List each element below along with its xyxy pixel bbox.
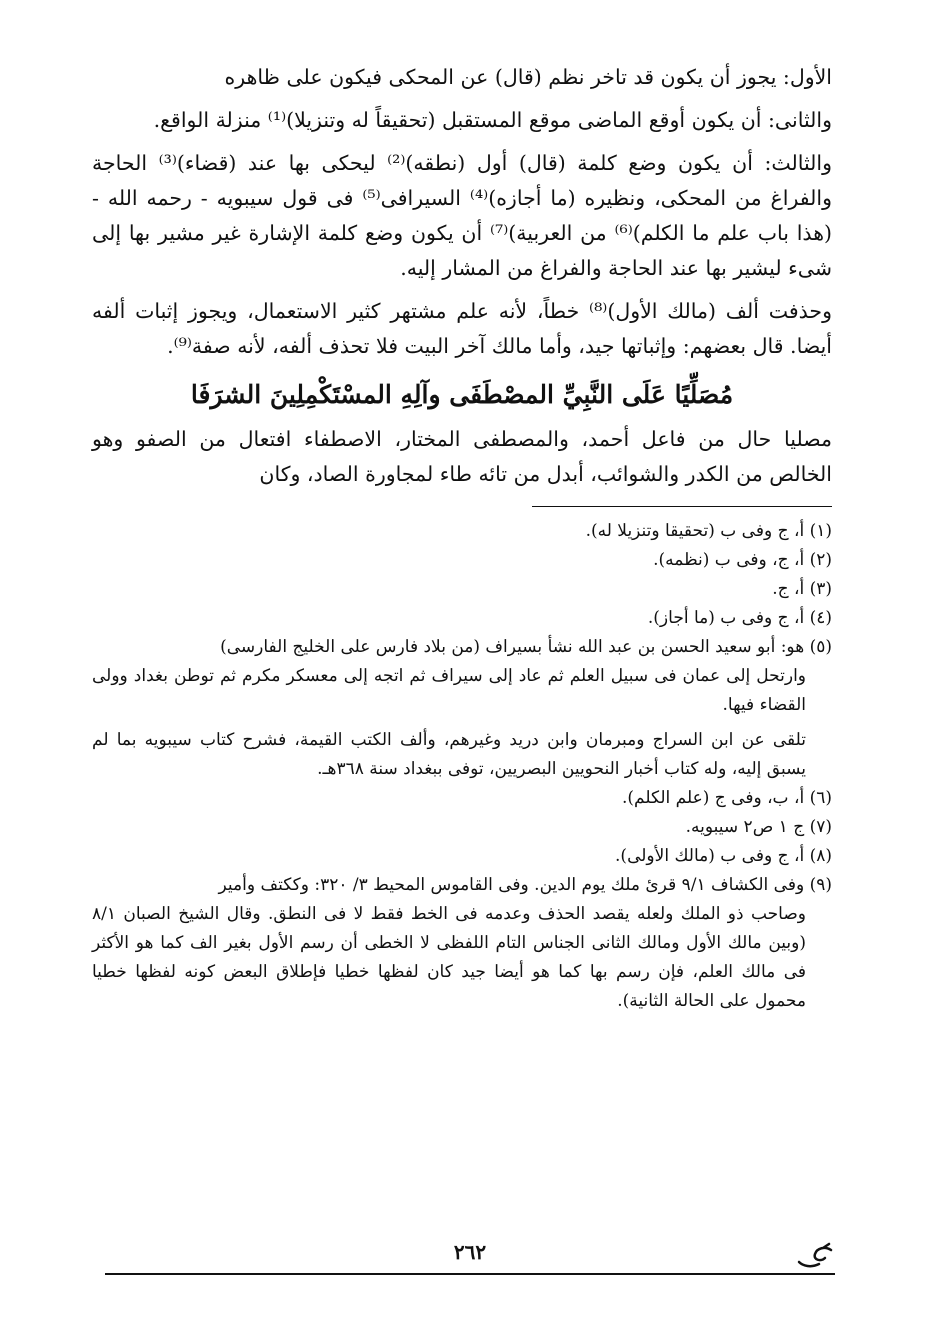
paragraph-first: الأول: يجوز أن يكون قد تاخر نظم (قال) عن المحكى فيكون على ظاهره [224, 65, 832, 89]
footnote-divider [532, 506, 832, 507]
page-body [92, 60, 832, 1016]
paragraph-fourth: وحذفت ألف (مالك الأول)⁽⁸⁾ خطاً، لأنه علم مشتهر كثير الاستعمال، ويجوز إثبات ألفه أيضا. قال بعضهم: وإثباتها جيد، وأما مالك آخر البيت فلا تحذف ألفه، لأنه صفة⁽⁹⁾. [92, 299, 832, 358]
paragraph-second: والثانى: أن يكون أوقع الماضى موقع المستقبل (تحقيقاً له وتنزيلا)⁽¹⁾ منزلة الواقع. [153, 108, 832, 132]
footnote-2: (٢) أ، ج، وفى ب (نظمه). [653, 550, 832, 570]
footnote-5: (٥) هو: أبو سعيد الحسن بن عبد الله نشأ بسيراف (من بلاد فارس على الخليج الفارسى) [220, 637, 832, 657]
footnote-5-second-paragraph: تلقى عن ابن السراج ومبرمان وابن دريد وغيرهم، وألف الكتب القيمة، فشرح كتاب سيبويه بما لم يسبق إليه، وله كتاب أخبار النحويين البصريين، توفى ببغداد سنة ٣٦٨هـ. [92, 730, 806, 779]
catchword-mark-icon [795, 1242, 835, 1272]
footnote-5-continued: وارتحل إلى عمان فى سبيل العلم ثم عاد إلى سيراف ثم اتجه إلى معسكر مكرم ثم توطن بغداد وولى القضاء فيها. [92, 666, 806, 715]
footnote-9: (٩) وفى الكشاف ٩/١ قرئ ملك يوم الدين. وفى القاموس المحيط ٣/ ٣٢٠: وككتف وأمير [218, 875, 832, 895]
footnote-6: (٦) أ، ب، وفى ج (علم الكلم). [621, 788, 832, 808]
footnotes [92, 517, 832, 1016]
paragraph-third: والثالث: أن يكون وضع كلمة (قال) أول (نطقه)⁽²⁾ ليحكى بها عند (قضاء)⁽³⁾ الحاجة والفراغ من المحكى، ونظيره (ما أجازه)⁽⁴⁾ السيرافى⁽⁵⁾ فى قول سيبويه - رحمه الله - (هذا باب علم ما الكلم)⁽⁶⁾ من العربية)⁽⁷⁾ أن يكون وضع كلمة الإشارة غير مشير بها إلى شىء ليشير بها عند الحاجة والفراغ من المشار إليه. [92, 151, 833, 280]
paragraph-fifth: مصليا حال من فاعل أحمد، والمصطفى المختار، الاصطفاء افتعال من الصفو وهو الخالص من الكدر والشوائب، أبدل من تائه طاء لمجاورة الصاد، وكان [92, 427, 832, 486]
page-number: ٢٦٢ [453, 1240, 487, 1264]
verse-line: مُصَلِّيًا عَلَى النَّبِيِّ المصْطَفَى وآلِهِ المسْتَكْمِلِينَ الشرَفَا [190, 380, 734, 409]
bottom-rule [105, 1273, 835, 1275]
footnote-8: (٨) أ، ج وفى ب (مالك الأولى). [615, 846, 832, 866]
footnote-3: (٣) أ، ج. [772, 579, 832, 599]
footnote-9-continued: وصاحب ذو الملك ولعله يقصد الحذف وعدمه فى الخط فقط لا فى النطق. وقال الشيخ الصبان ٨/١ (وبين مالك الأول ومالك الثانى الجناس التام اللفظى لا الخطى أن رسم الأول بغير الف كما هو الأكثر فى مالك العلم، فإن رسم بها كما هو أيضا جيد كان لفظها خطيا فإطلاق البعض كونه لفظها خطيا محمول على الحالة الثانية). [92, 904, 806, 1011]
footnote-4: (٤) أ، ج وفى ب (ما أجاز). [647, 608, 832, 628]
footnote-7: (٧) ج ١ ص٢ سيبويه. [685, 817, 832, 837]
page-footer [105, 1240, 835, 1280]
footnote-1: (١) أ، ج وفى ب (تحقيقا وتنزيلا له). [585, 521, 832, 541]
